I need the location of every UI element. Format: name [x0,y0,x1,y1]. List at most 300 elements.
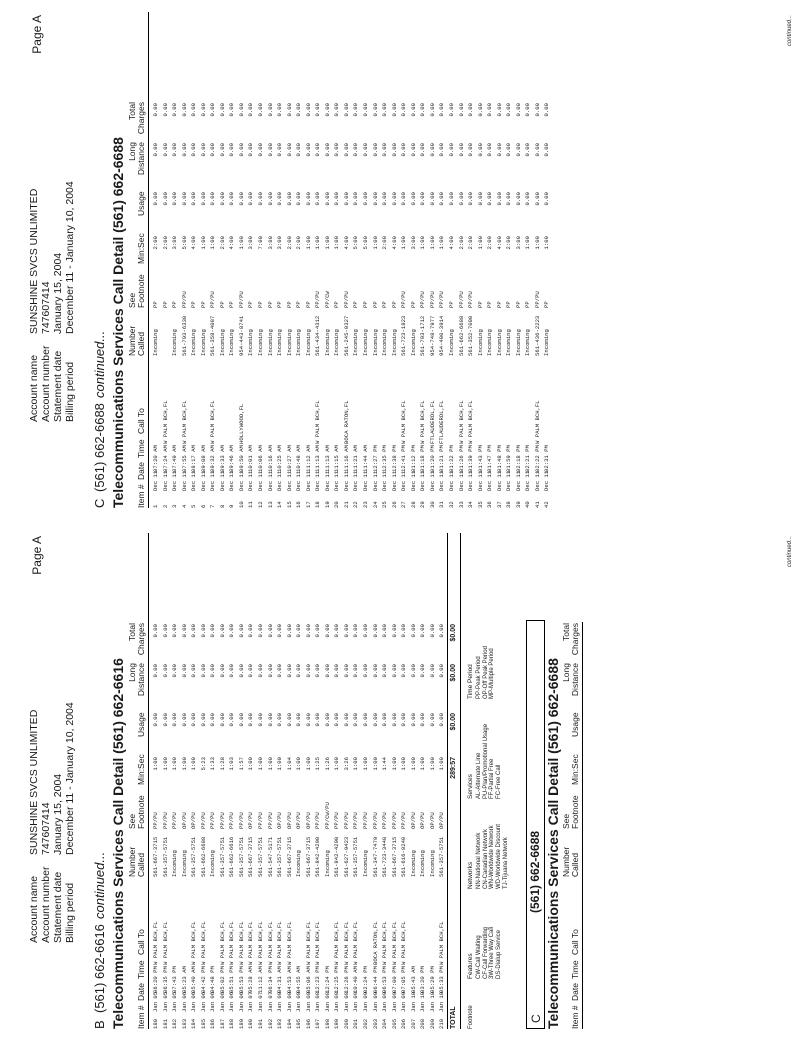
account-info [28,144,76,422]
min-sec: 2:00 [467,236,475,250]
number-called: 561-436-2223 [533,315,541,356]
col-total [562,623,580,657]
total-charges: 0.00 [371,624,379,638]
col-long-l1: Long [127,663,137,682]
statement-date-value: January 15, 2004 [52,252,64,334]
total-charges: 0.00 [419,103,427,117]
footnote: PP/PU [209,812,217,829]
table-row [170,12,180,508]
item-number: 41 [533,501,541,508]
call-time: 02:21 PM [524,445,532,472]
total-charges: 0.00 [161,103,169,117]
usage: 0.00 [190,713,198,727]
min-sec: 2:00 [505,236,513,250]
item-number: 5 [190,504,198,508]
long-distance: 0.00 [228,664,236,678]
item-number: 204 [381,1018,389,1029]
total-charges: 0.00 [152,103,159,117]
usage: 0.00 [285,713,293,727]
long-distance: 0.00 [266,143,274,157]
col-total-l1: Total [127,623,137,641]
min-sec: 1:00 [304,236,312,250]
call-time: 11:21 AM [352,445,360,472]
call-to: W PALM BCH,FL [314,921,322,965]
call-time: 04:55 AM [295,966,303,993]
col-usage: Usage [136,191,146,216]
long-distance: 0.00 [438,143,446,157]
min-sec: 1:00 [419,236,427,250]
long-distance: 0.00 [371,664,379,678]
item-number: 199 [333,1018,341,1029]
item-number: 191 [257,1018,265,1029]
call-time: 12:38 PM [390,445,398,472]
col-usage: Usage [570,712,580,737]
call-time: 01:48 PM [495,445,503,472]
call-to: W PALM BCH,FL [314,400,322,444]
usage: 0.00 [486,192,494,206]
call-time: 05:29 PM [428,966,436,993]
total-charges: 0.00 [333,624,341,638]
footnote: OP/PU [438,812,446,829]
call-to: W PALM BCH,FL [533,400,541,444]
call-date: Dec 11 [476,470,484,491]
long-distance: 0.00 [400,664,408,678]
number-called: 561-793-6330 [180,315,188,356]
usage: 0.00 [171,192,179,206]
item-number: 210 [438,1018,446,1029]
usage: 0.00 [409,192,417,206]
usage: 0.00 [257,192,265,206]
usage: 0.00 [304,192,312,206]
footnote: PP [171,301,179,308]
number-called: 561-667-3715 [247,836,255,877]
number-called: Incoming [152,329,159,356]
min-sec: 1:00 [428,236,436,250]
number-called: Incoming [295,329,303,356]
footnote: PP [218,301,226,308]
call-to: W PALM BCH,FL [237,921,245,965]
call-date: Dec 11 [342,470,350,491]
item-number: 187 [218,1018,226,1029]
footnote: PP [362,301,370,308]
long-distance: 0.00 [304,664,312,678]
call-date: Jan 07 [257,991,265,1012]
min-sec: 4:00 [190,236,198,250]
total-usage: $0.00 [450,713,457,731]
min-sec: 1:33 [209,757,217,771]
usage: 0.00 [237,713,245,727]
total-charges: 0.00 [400,624,408,638]
min-sec: 5:00 [362,236,370,250]
call-to: W PALM BCH,FL [161,921,169,965]
min-sec: 1:00 [400,757,408,771]
legend-services-title: Services [467,774,474,799]
footnote: OP/PU [190,812,198,829]
number-called: Incoming [524,329,532,356]
call-time: 01:43 PM [476,445,484,472]
item-number: 16 [295,501,303,508]
call-to: FTLAUDERDL,FL [438,400,446,444]
col-date: Date [570,983,580,1001]
legend-item: CW-Call Waiting [475,935,482,979]
usage: 0.00 [390,713,398,727]
col-number [128,847,146,877]
long-distance: 0.00 [352,143,360,157]
total-charges: 0.00 [285,624,293,638]
min-sec: 1:00 [543,236,551,250]
item-number: 183 [180,1018,188,1029]
col-number-l1: Number [561,846,571,877]
number-called: Incoming [323,850,331,877]
item-number: 182 [171,1018,179,1029]
footnote: PP/PU [419,291,427,308]
usage: 0.00 [285,192,293,206]
table-row [533,12,543,508]
number-called: 561-662-6688 [457,315,465,356]
call-time: 05:33 PM [438,966,446,993]
col-minsec: Min:Sec [136,233,146,264]
col-footnote [128,795,146,829]
number-called: 561-347-7479 [371,836,379,877]
call-time: 01:39 PM [467,445,475,472]
call-to: W PALM BCH,FL [218,921,226,965]
call-date: Jan 08 [285,991,293,1012]
footnote: OP/PU [180,812,188,829]
total-charges: 0.00 [247,624,255,638]
usage: 0.00 [237,192,245,206]
table-row [332,12,342,508]
long-distance: 0.00 [400,143,408,157]
table-row [304,533,314,1029]
table-row [399,12,409,508]
call-time: 07:00 PM [390,966,398,993]
usage: 0.00 [276,192,284,206]
item-number: 201 [352,1018,360,1029]
total-charges: 0.00 [533,103,541,117]
call-date: Jan 08 [276,991,284,1012]
item-number: 181 [161,1018,169,1029]
table-row [390,533,400,1029]
total-charges: 0.00 [228,624,236,638]
table-row [208,12,218,508]
footnote: PP [524,301,532,308]
col-callto: Call To [136,408,146,434]
item-number: 20 [333,501,341,508]
call-to: W PALM BCH,FL [342,921,350,965]
total-charges: 0.00 [323,103,331,117]
number-called: Incoming [476,329,484,356]
call-date: Dec 11 [438,470,446,491]
footnote: PP [266,301,274,308]
table-row [409,12,419,508]
number-called: 561-667-3715 [152,836,159,877]
long-distance: 0.00 [409,143,417,157]
usage: 0.00 [342,192,350,206]
usage: 0.00 [266,192,274,206]
call-date: Jan 08 [342,991,350,1012]
number-called: 561-723-3440 [381,836,389,877]
footnote: PP [285,301,293,308]
long-distance: 0.00 [352,664,360,678]
table-row [418,12,428,508]
footnote: OP/PU [428,812,436,829]
item-number: 15 [285,501,293,508]
table-row [361,533,371,1029]
table-row [256,533,266,1029]
col-callto: Call To [136,929,146,955]
total-charges: 0.00 [371,103,379,117]
call-to: W PALM BCH,FL [266,921,274,965]
table-header [126,12,149,508]
call-date: Jan 07 [266,991,274,1012]
call-date: Dec 11 [304,470,312,491]
table-row [323,12,333,508]
min-sec: 1:00 [304,757,312,771]
table-row [409,533,419,1029]
footnote: PP [495,301,503,308]
footnote: PP [352,301,360,308]
long-distance: 0.00 [381,664,389,678]
long-distance: 0.00 [447,143,455,157]
item-number: 189 [237,1018,245,1029]
long-distance: 0.00 [362,664,370,678]
usage: 0.00 [228,192,236,206]
call-date: Dec 11 [190,470,198,491]
table-row [285,12,295,508]
long-distance: 0.00 [333,664,341,678]
call-date: Jan 06 [209,991,217,1012]
call-date: Dec 11 [533,470,541,491]
call-date: Dec 11 [486,470,494,491]
col-time: Time [570,960,580,979]
item-number: 21 [342,501,350,508]
call-to: W PALM BCH,FL [228,921,236,965]
call-date: Dec 11 [180,470,188,491]
col-long [128,663,146,699]
call-date: Jan 10 [438,991,446,1012]
footnote: PP [199,301,207,308]
total-charges: 0.00 [209,103,217,117]
usage: 0.00 [323,713,331,727]
col-total [128,623,146,657]
col-footnote [128,274,146,308]
usage: 0.00 [533,192,541,206]
usage: 0.00 [152,192,159,206]
min-sec: 1:00 [180,757,188,771]
call-date: Dec 11 [295,470,303,491]
footnote: PP [190,301,198,308]
total-charges: 0.00 [276,624,284,638]
footnote: PP [161,301,169,308]
usage: 0.00 [180,192,188,206]
footnote: PP [381,301,389,308]
total-charges: 0.00 [237,624,245,638]
call-time: 07:43 PM [171,966,179,993]
table-row [323,533,333,1029]
continued-word: continued [92,341,107,398]
total-charges: 0.00 [457,103,465,117]
number-called: Incoming [295,850,303,877]
usage: 0.00 [209,713,217,727]
number-called: Incoming [362,329,370,356]
usage: 0.00 [505,192,513,206]
call-date: Dec 11 [400,470,408,491]
footnote: PP/PU [171,812,179,829]
long-distance: 0.00 [285,143,293,157]
call-time: 08:17 AM [190,445,198,472]
total-charges: 0.00 [524,103,532,117]
table-row [304,12,314,508]
item-number: 23 [362,501,370,508]
continued-label: continued... [92,851,107,919]
number-called: Incoming [514,329,522,356]
col-footnote-l2: Footnote [570,795,580,829]
next-section-title: Telecommunications Services Call Detail (561) 662-6688 [545,658,561,1029]
item-number: 26 [390,501,398,508]
table-header [126,533,149,1029]
table-row [218,533,228,1029]
usage: 0.00 [323,192,331,206]
call-date: Jan 09 [371,991,379,1012]
long-distance: 0.00 [209,143,217,157]
total-charges: 0.00 [342,103,350,117]
min-sec: 1:00 [323,236,331,250]
call-date: Dec 11 [199,470,207,491]
total-charges: 0.00 [285,103,293,117]
call-time: 04:42 PM [199,966,207,993]
call-date: Jan 06 [228,991,236,1012]
col-long-l1: Long [561,663,571,682]
long-distance: 0.00 [323,664,331,678]
min-sec: 3:00 [247,236,255,250]
call-date: Dec 11 [362,470,370,491]
call-date: Dec 11 [276,470,284,491]
col-number [562,847,580,877]
usage: 0.00 [199,192,207,206]
call-date: Jan 10 [409,991,417,1012]
item-number: 32 [447,501,455,508]
footnote: OP/PU [295,812,303,829]
item-number: 35 [476,501,484,508]
usage: 0.00 [438,713,446,727]
long-distance: 0.00 [228,143,236,157]
usage: 0.00 [371,192,379,206]
call-time: 11:13 AM [323,445,331,472]
number-called: 561-793-1712 [419,315,427,356]
min-sec: 1:28 [218,757,226,771]
long-distance: 0.00 [237,664,245,678]
call-date: Dec 11 [447,470,455,491]
footnote: PP/PU [362,812,370,829]
call-time: 05:28 AM [247,966,255,993]
next-table-header [560,622,583,1029]
total-label: TOTAL [450,1006,457,1029]
number-called: 561-723-1823 [400,315,408,356]
col-item: Item # [136,1005,146,1029]
col-long [562,663,580,699]
item-number: 207 [409,1018,417,1029]
usage: 0.00 [352,192,360,206]
min-sec: 1:00 [314,236,322,250]
number-called: Incoming [323,329,331,356]
item-number: 7 [209,504,217,508]
table-row [227,12,237,508]
long-distance: 0.00 [323,143,331,157]
call-date: Dec 11 [237,470,245,491]
usage: 0.00 [409,713,417,727]
call-date: Dec 11 [171,470,179,491]
min-sec: 2:00 [285,236,293,250]
table-row [380,12,390,508]
number-called: 561-358-4087 [209,315,217,356]
call-time: 12:24 PM [323,966,331,993]
footnote: PP [333,301,341,308]
call-time: 12:27 PM [371,445,379,472]
call-date: Dec 11 [152,470,159,491]
call-date: Jan 08 [304,991,312,1012]
total-charges: 0.00 [342,624,350,638]
number-called: 561-667-3715 [304,836,312,877]
total-charges: 0.00 [428,103,436,117]
item-number: 30 [428,501,436,508]
footnote: PP [514,301,522,308]
call-time: 05:23 AM [180,966,188,993]
footnote: PP/PU [266,812,274,829]
call-date: Dec 11 [228,470,236,491]
usage: 0.00 [381,713,389,727]
item-number: 39 [514,501,522,508]
page-label: Page A [30,536,44,575]
table-row [371,533,381,1029]
col-footnote [562,795,580,829]
call-date: Jan 08 [314,991,322,1012]
item-number: 192 [266,1018,274,1029]
table-row [504,12,514,508]
footnote: PP/PU [180,291,188,308]
table-row [390,12,400,508]
section-phone: (561) 662-6688 [92,403,107,492]
call-time: 09:46 AM [228,445,236,472]
call-date: Dec 11 [266,470,274,491]
footnote: PP [409,301,417,308]
item-number: 33 [457,501,465,508]
call-date: Dec 11 [161,470,169,491]
number-called: Incoming [447,329,455,356]
long-distance: 0.00 [218,143,226,157]
usage: 0.00 [199,713,207,727]
item-number: 13 [266,501,274,508]
legend-time-title: Time Period [467,664,474,699]
call-time: 02:22 PM [533,445,541,472]
usage: 0.00 [428,713,436,727]
footnote: PP/PU [209,291,217,308]
total-charges: 0.00 [237,103,245,117]
usage: 0.00 [428,192,436,206]
min-sec: 2:00 [486,236,494,250]
number-called: Incoming [171,850,179,877]
page-right [0,1,809,522]
total-charges: 0.00 [209,624,217,638]
long-distance: 0.00 [276,664,284,678]
table-row [266,533,276,1029]
table-body [151,533,447,1029]
usage: 0.00 [514,192,522,206]
total-charges: 0.00 [314,103,322,117]
usage: 0.00 [152,713,159,727]
min-sec: 1:03 [228,757,236,771]
call-date: Dec 11 [524,470,532,491]
item-number: 19 [323,501,331,508]
